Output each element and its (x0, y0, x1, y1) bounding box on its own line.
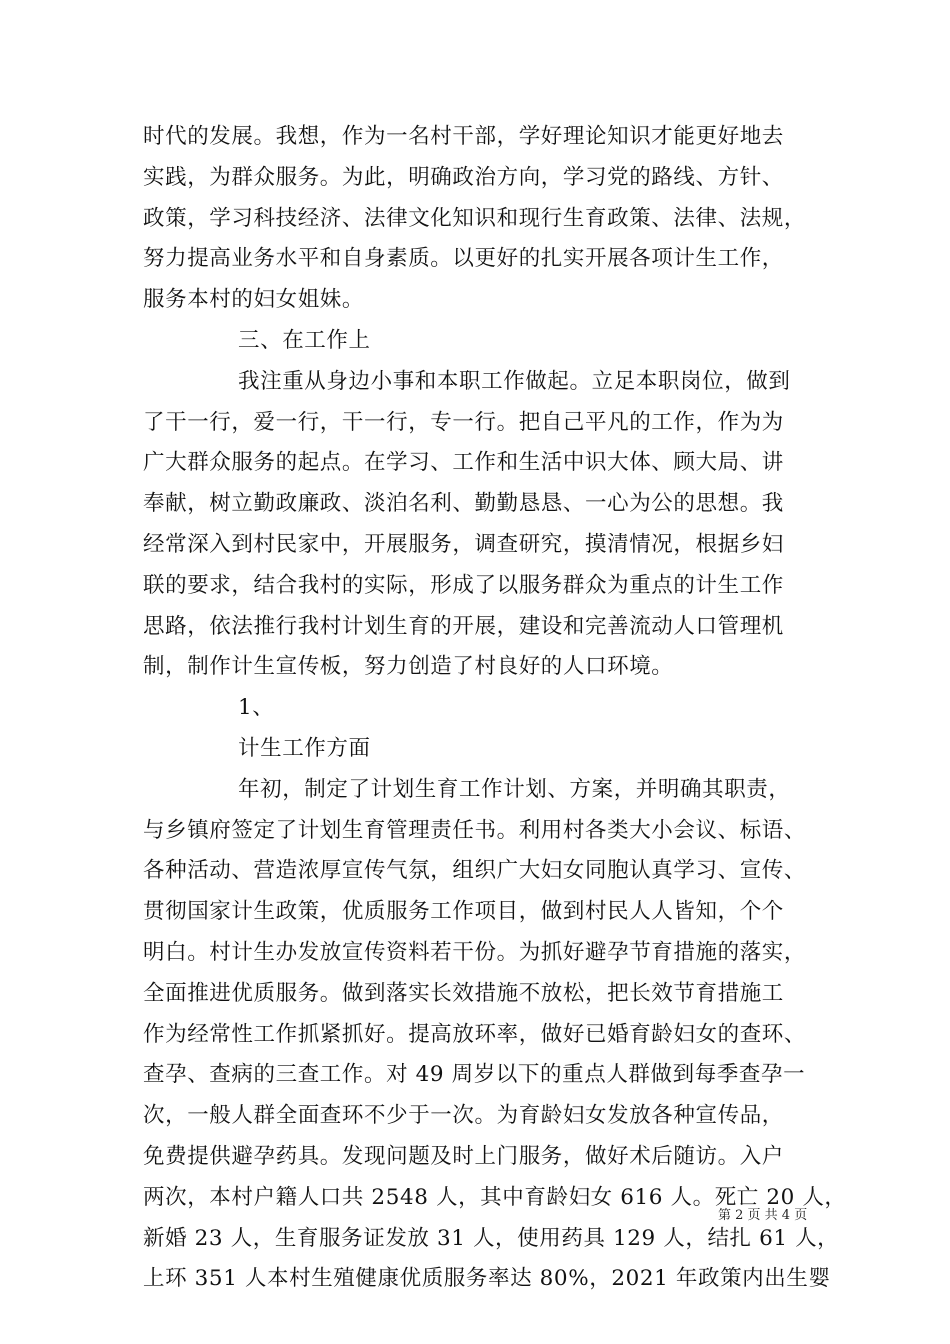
text-line: 与乡镇府签定了计划生育管理责任书。利用村各类大小会议、标语、 (143, 817, 807, 843)
text-line: 贯彻国家计生政策，优质服务工作项目，做到村民人人皆知，个个 (143, 899, 784, 925)
text-line: 政策，学习科技经济、法律文化知识和现行生育政策、法律、法规， (143, 205, 807, 231)
text-line: 三、在工作上 (238, 327, 371, 353)
text-line: 联的要求，结合我村的实际，形成了以服务群众为重点的计生工作 (143, 572, 784, 598)
text-line: 我注重从身边小事和本职工作做起。立足本职岗位，做到 (238, 368, 791, 394)
text-line: 全面推进优质服务。做到落实长效措施不放松，把长效节育措施工 (143, 980, 784, 1006)
text-line: 经常深入到村民家中，开展服务，调查研究，摸清情况，根据乡妇 (143, 531, 784, 557)
page-number-footer: 第 2 页 共 4 页 (718, 1208, 808, 1223)
text-line: 查孕、查病的三查工作。对 49 周岁以下的重点人群做到每季查孕一 (143, 1062, 806, 1088)
text-line: 各种活动、营造浓厚宣传气氛，组织广大妇女同胞认真学习、宣传、 (143, 858, 807, 884)
text-line: 两次，本村户籍人口共 2548 人，其中育龄妇女 616 人。死亡 20 人， (143, 1184, 847, 1210)
text-line: 计生工作方面 (238, 735, 371, 761)
text-line: 实践，为群众服务。为此，明确政治方向，学习党的路线、方针、 (143, 164, 784, 190)
text-line: 新婚 23 人，生育服务证发放 31 人，使用药具 129 人，结扎 61 人， (143, 1225, 840, 1251)
body-text (143, 117, 847, 1300)
text-line: 作为经常性工作抓紧抓好。提高放环率，做好已婚育龄妇女的查环、 (143, 1021, 807, 1047)
text-line: 了干一行，爱一行，干一行，专一行。把自己平凡的工作，作为为 (143, 409, 784, 435)
text-line: 上环 351 人本村生殖健康优质服务率达 80%，2021 年政策内出生婴 (143, 1266, 831, 1292)
text-line: 制，制作计生宣传板，努力创造了村良好的人口环境。 (143, 654, 674, 680)
text-line: 广大群众服务的起点。在学习、工作和生活中识大体、顾大局、讲 (143, 450, 784, 476)
text-line: 免费提供避孕药具。发现问题及时上门服务，做好术后随访。入户 (143, 1143, 784, 1169)
text-line: 努力提高业务水平和自身素质。以更好的扎实开展各项计生工作， (143, 246, 784, 272)
text-line: 奉献，树立勤政廉政、淡泊名利、勤勤恳恳、一心为公的思想。我 (143, 491, 784, 517)
text-line: 服务本村的妇女姐妹。 (143, 287, 365, 313)
text-line: 思路，依法推行我村计划生育的开展，建设和完善流动人口管理机 (143, 613, 784, 639)
text-line: 明白。村计生办发放宣传资料若干份。为抓好避孕节育措施的落实， (143, 939, 807, 965)
text-line: 年初，制定了计划生育工作计划、方案，并明确其职责， (238, 776, 791, 802)
text-line: 时代的发展。我想，作为一名村干部，学好理论知识才能更好地去 (143, 124, 784, 149)
text-line: 1、 (238, 695, 275, 721)
text-line: 次，一般人群全面查环不少于一次。为育龄妇女发放各种宣传品， (143, 1103, 784, 1129)
